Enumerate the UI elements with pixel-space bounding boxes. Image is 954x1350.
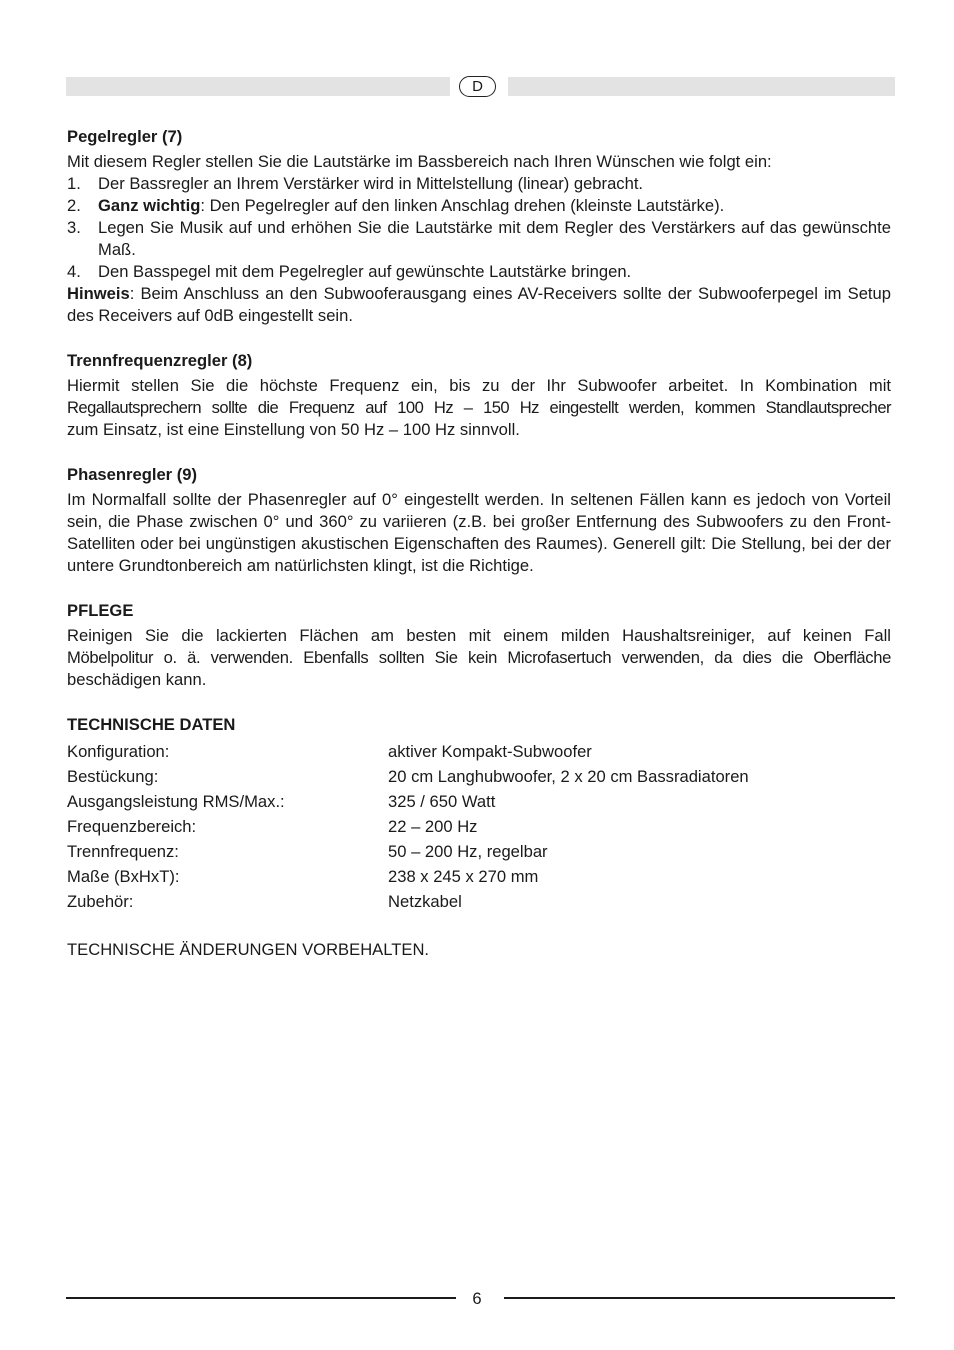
table-row <box>67 764 891 789</box>
step-number: 4. <box>67 262 81 281</box>
step-number: 2. <box>67 196 81 215</box>
list-item <box>67 195 891 217</box>
footer-rule-right <box>504 1297 895 1299</box>
note-text: : Beim Anschluss an den Subwooferausgang eines AV-Receivers sollte der Subwooferpegel im Setup des Receivers auf 0dB eingestellt sein. <box>67 284 891 325</box>
note-paragraph <box>67 283 891 327</box>
spec-value: 325 / 650 Watt <box>388 792 496 811</box>
body-line: Möbelpolitur o. ä. verwenden. Ebenfalls sollten Sie kein Microfasertuch verwenden, da dies die Oberfläche <box>67 648 891 667</box>
spec-key: Ausgangsleistung RMS/Max.: <box>67 792 285 811</box>
spec-value: 22 – 200 Hz <box>388 817 478 836</box>
steps-list <box>67 173 891 283</box>
body-line: Regallautsprechern sollte die Frequenz auf 100 Hz – 150 Hz eingestellt werden, kommen Standlautsprecher <box>67 398 891 417</box>
table-row <box>67 814 891 839</box>
spec-key: Konfiguration: <box>67 742 170 761</box>
table-row <box>67 839 891 864</box>
section-pegelregler <box>67 126 891 327</box>
spec-key: Bestückung: <box>67 767 159 786</box>
list-item <box>67 217 891 261</box>
section-trennfrequenzregler <box>67 350 891 441</box>
table-row <box>67 864 891 889</box>
step-number: 1. <box>67 174 81 193</box>
spec-key: Frequenzbereich: <box>67 817 197 836</box>
spec-value: 20 cm Langhubwoofer, 2 x 20 cm Bassradiatoren <box>388 767 749 786</box>
section-intro: Mit diesem Regler stellen Sie die Lautstärke im Bassbereich nach Ihren Wünschen wie folgt ein: <box>67 152 772 171</box>
section-heading: Trennfrequenzregler (8) <box>67 351 253 370</box>
section-body <box>67 625 891 691</box>
spec-key: Zubehör: <box>67 892 134 911</box>
page-content <box>67 126 891 961</box>
step-emphasis: Ganz wichtig <box>98 196 201 215</box>
body-line: beschädigen kann. <box>67 670 207 689</box>
body-line: Hiermit stellen Sie die höchste Frequenz ein, bis zu der Ihr Subwoofer arbeitet. In Kombination mit <box>67 376 891 395</box>
section-technische-daten <box>67 714 891 914</box>
footer-rule-left <box>66 1297 456 1299</box>
body-line: Reinigen Sie die lackierten Flächen am besten mit einem milden Haushaltsreiniger, auf keinen Fall <box>67 626 891 645</box>
language-badge: D <box>459 76 496 97</box>
section-heading: PFLEGE <box>67 601 134 620</box>
spec-table <box>67 739 891 914</box>
step-text: Legen Sie Musik auf und erhöhen Sie die Lautstärke mit dem Regler des Verstärkers auf das gewünschte Maß. <box>98 218 891 259</box>
spec-key: Trennfrequenz: <box>67 842 179 861</box>
table-row <box>67 789 891 814</box>
body-line: zum Einsatz, ist eine Einstellung von 50 Hz – 100 Hz sinnvoll. <box>67 420 520 439</box>
header-bar-left <box>66 77 450 96</box>
step-text: Der Bassregler an Ihrem Verstärker wird in Mittelstellung (linear) gebracht. <box>98 174 644 193</box>
spec-value: 50 – 200 Hz, regelbar <box>388 842 548 861</box>
page-number: 6 <box>472 1289 482 1308</box>
section-heading: Phasenregler (9) <box>67 465 198 484</box>
spec-key: Maße (BxHxT): <box>67 867 180 886</box>
header-bar-right <box>508 77 895 96</box>
table-row <box>67 739 891 764</box>
section-heading: Pegelregler (7) <box>67 127 183 146</box>
step-text: : Den Pegelregler auf den linken Anschlag drehen (kleinste Lautstärke). <box>200 196 725 215</box>
note-label: Hinweis <box>67 284 130 303</box>
step-text: Den Basspegel mit dem Pegelregler auf gewünschte Lautstärke bringen. <box>98 262 632 281</box>
list-item <box>67 261 891 283</box>
section-body: Im Normalfall sollte der Phasenregler auf 0° eingestellt werden. In seltenen Fällen kann es jedoch von Vorteil sein, die Phase zwischen 0° und 360° zu variieren (z.B. bei großer Entfernung des Subwoofers zu den Front-Satelliten oder bei ungünstigen akustischen Eigenschaften des Raumes). Generell gilt: Die Stellung, bei der der untere Grundtonbereich am natürlichsten klingt, ist die Richtige. <box>67 490 891 575</box>
step-number: 3. <box>67 218 81 237</box>
section-body <box>67 375 891 441</box>
section-phasenregler <box>67 464 891 577</box>
spec-value: 238 x 245 x 270 mm <box>388 867 539 886</box>
section-heading: TECHNISCHE DATEN <box>67 715 236 734</box>
spec-value: Netzkabel <box>388 892 462 911</box>
section-pflege <box>67 600 891 691</box>
list-item <box>67 173 891 195</box>
table-row <box>67 889 891 914</box>
footnote: TECHNISCHE ÄNDERUNGEN VORBEHALTEN. <box>67 940 430 959</box>
spec-value: aktiver Kompakt-Subwoofer <box>388 742 592 761</box>
